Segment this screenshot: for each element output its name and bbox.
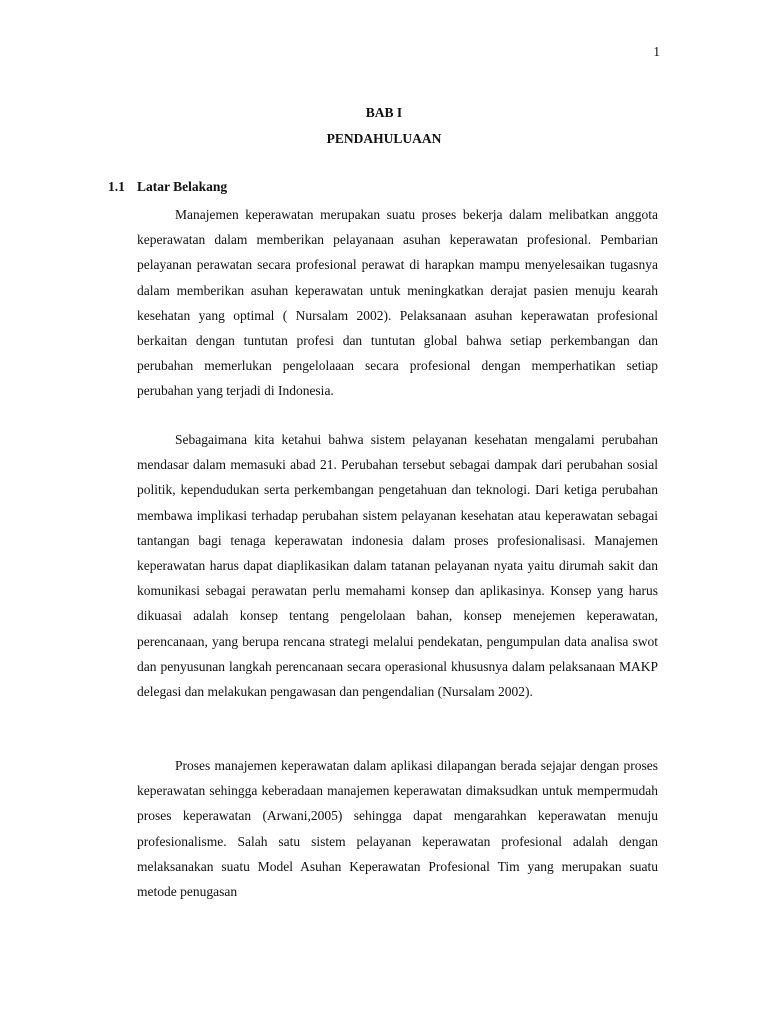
paragraph: Sebagaimana kita ketahui bahwa sistem pelayanan kesehatan mengalami perubahan mendasar dalam memasuki abad 21. Perubahan tersebut sebagai dampak dari perubahan sosial politik, kependudukan serta perkembangan pengetahuan dan teknologi. Dari ketiga perubahan membawa implikasi terhadap perubahan sistem pelayanan kesehatan atau keperawatan sebagai tantangan bagi tenaga keperawatan indonesia dalam proses profesionalisasi. Manajemen keperawatan harus dapat diaplikasikan dalam tatanan pelayanan nyata yaitu dirumah sakit dan komunikasi sebagai perawatan perlu memahami konsep dan aplikasinya. Konsep yang harus dikuasai adalah konsep tentang pengelolaan bahan, konsep menejemen keperawatan, perencanaan, yang berupa rencana strategi melalui pendekatan, pengumpulan data analisa swot dan penyusunan langkah perencanaan secara operasional khususnya dalam pelaksanaan MAKP delegasi dan melakukan pengawasan dan pengendalian (Nursalam 2002). <box>137 432 658 700</box>
paragraph: Manajemen keperawatan merupakan suatu proses bekerja dalam melibatkan anggota keperawatan dalam memberikan pelayanaan asuhan keperawatan profesional. Pembarian pelayanan perawatan secara profesional perawat di harapkan mampu menyelesaikan tugasnya dalam memberikan asuhan keperawatan untuk meningkatkan derajat pasien menuju kearah kesehatan yang optimal ( Nursalam 2002). Pelaksanaan asuhan keperawatan profesional berkaitan dengan tuntutan profesi dan tuntutan global bahwa setiap perkembangan dan perubahan memerlukan pengelolaaan secara profesional dengan memperhatikan setiap perubahan yang terjadi di Indonesia. <box>137 207 658 399</box>
section-title: Latar Belakang <box>137 179 228 194</box>
paragraph: Proses manajemen keperawatan dalam aplikasi dilapangan berada sejajar dengan proses keperawatan sehingga keberadaan manajemen keperawatan dimaksudkan untuk mempermudah proses keperawatan (Arwani,2005) sehingga dapat mengarahkan keperawatan menuju profesionalisme. Salah satu sistem pelayanan keperawatan profesional adalah dengan melaksanakan suatu Model Asuhan Keperawatan Profesional Tim yang merupakan suatu metode penugasan <box>137 758 658 900</box>
section-number: 1.1 <box>108 179 125 194</box>
page-number: 1 <box>653 44 660 59</box>
chapter-title: PENDAHULUAAN <box>326 131 442 146</box>
chapter-heading: BAB I <box>365 105 403 120</box>
section-heading <box>108 179 227 195</box>
